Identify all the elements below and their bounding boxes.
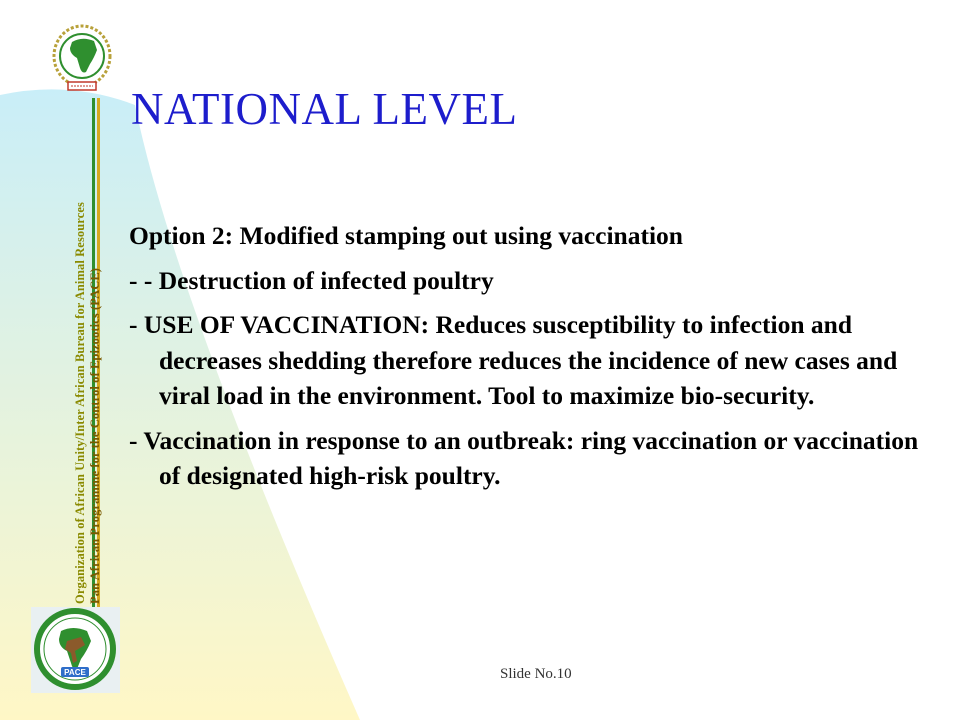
organization-name	[73, 84, 103, 604]
bullet-item: - Vaccination in response to an outbreak: ring vaccination or vaccination of designated high-risk poultry.	[129, 425, 919, 490]
svg-text:PACE: PACE	[64, 668, 86, 677]
slide-bullets	[129, 218, 944, 503]
org-line-secondary: Pan African Programme for the Control of Epizootics (PACE)	[88, 267, 102, 604]
slide-title: NATIONAL LEVEL	[131, 84, 518, 134]
bullet-item: Option 2: Modified stamping out using vaccination	[129, 221, 683, 250]
slide-number: Slide No.10	[500, 666, 572, 682]
bullet-item: - USE OF VACCINATION: Reduces susceptibility to infection and decreases shedding therefore reduces the incidence of new cases and viral load in the environment. Tool to maximize bio-security.	[129, 310, 898, 410]
pace-logo-icon	[31, 607, 120, 693]
bullet-item: - - Destruction of infected poultry	[129, 265, 494, 295]
org-line-primary: Organization of African Unity/Inter African Bureau for Animal Resources	[73, 202, 87, 604]
